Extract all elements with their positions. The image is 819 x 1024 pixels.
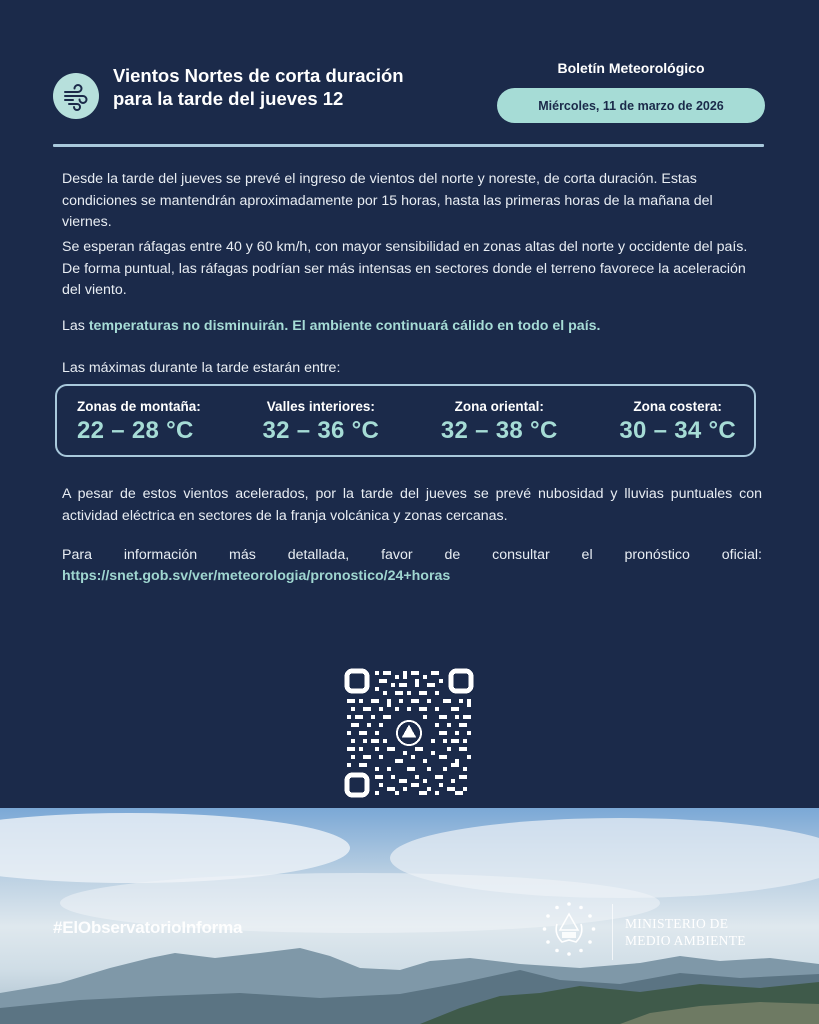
paragraph-gusts: Se esperan ráfagas entre 40 y 60 km/h, con mayor sensibilidad en zonas altas del norte y occidente del país. De forma puntual, las ráfagas podrían ser más intensas en sectores donde el terreno favorece la aceleración del viento.: [62, 239, 748, 298]
temp-zone-label: Valles interiores:: [266, 398, 375, 414]
forecast-link[interactable]: https://snet.gob.sv/ver/meteorologia/pronostico/24+horas: [62, 568, 451, 584]
temp-zone-range: 22 – 28 °C: [77, 416, 194, 444]
paragraph-wind-onset: Desde la tarde del jueves se prevé el ingreso de vientos del norte y noreste, de corta duración. Estas condiciones se mantendrán aproximadamente por 15 horas, hasta las primeras horas de la mañana del viernes.: [62, 171, 713, 230]
temp-zone-label: Zona costera:: [633, 398, 722, 414]
wind-icon: [53, 73, 99, 119]
temp-zone-range: 32 – 36 °C: [262, 416, 380, 444]
hashtag-label: #ElObservatorioInforma: [53, 918, 243, 937]
temperatures-highlight: temperaturas no disminuirán. El ambiente continuará cálido en todo el país.: [88, 318, 601, 334]
paragraph-max-temps-intro: Las máximas durante la tarde estarán entre:: [62, 360, 341, 376]
temp-zone-label: Zonas de montaña:: [77, 398, 201, 414]
temp-zone-valleys: [263, 386, 380, 455]
temp-zone-coast: [619, 386, 736, 455]
ministry-line-1: MINISTERIO DE: [625, 915, 729, 931]
date-badge: Miércoles, 11 de marzo de 2026: [497, 88, 765, 123]
paragraph-more-info: Para información más detallada, favor de consultar el pronóstico oficial:: [62, 547, 762, 563]
title-line-1: Vientos Nortes de corta duración: [113, 65, 404, 86]
ministry-logo: [540, 900, 746, 963]
bulletin-title: [113, 64, 473, 110]
landscape-photo: [0, 808, 819, 1024]
temperature-table: [55, 384, 756, 457]
temp-zone-range: 30 – 34 °C: [619, 416, 736, 444]
header-divider: [53, 144, 764, 147]
temp-zone-mountain: [77, 386, 201, 455]
temp-zone-label: Zona oriental:: [454, 398, 544, 414]
ministry-divider: [612, 904, 613, 960]
qr-code-icon[interactable]: [343, 667, 475, 799]
temperatures-prefix: Las: [62, 318, 89, 334]
paragraph-temperatures: [62, 316, 762, 338]
temp-zone-range: 32 – 38 °C: [440, 416, 558, 444]
title-line-2: para la tarde del jueves 12: [113, 88, 344, 109]
ministry-line-2: MEDIO AMBIENTE: [625, 932, 746, 948]
bulletin-label: Boletín Meteorológico: [557, 60, 705, 76]
coat-of-arms-icon: [540, 900, 598, 963]
paragraph-rain: A pesar de estos vientos acelerados, por la tarde del jueves se prevé nubosidad y lluvias puntuales con actividad eléctrica en sectores de la franja volcánica y zonas cercanas.: [62, 486, 762, 524]
ministry-name: [625, 915, 746, 949]
temp-zone-east: [441, 386, 558, 455]
